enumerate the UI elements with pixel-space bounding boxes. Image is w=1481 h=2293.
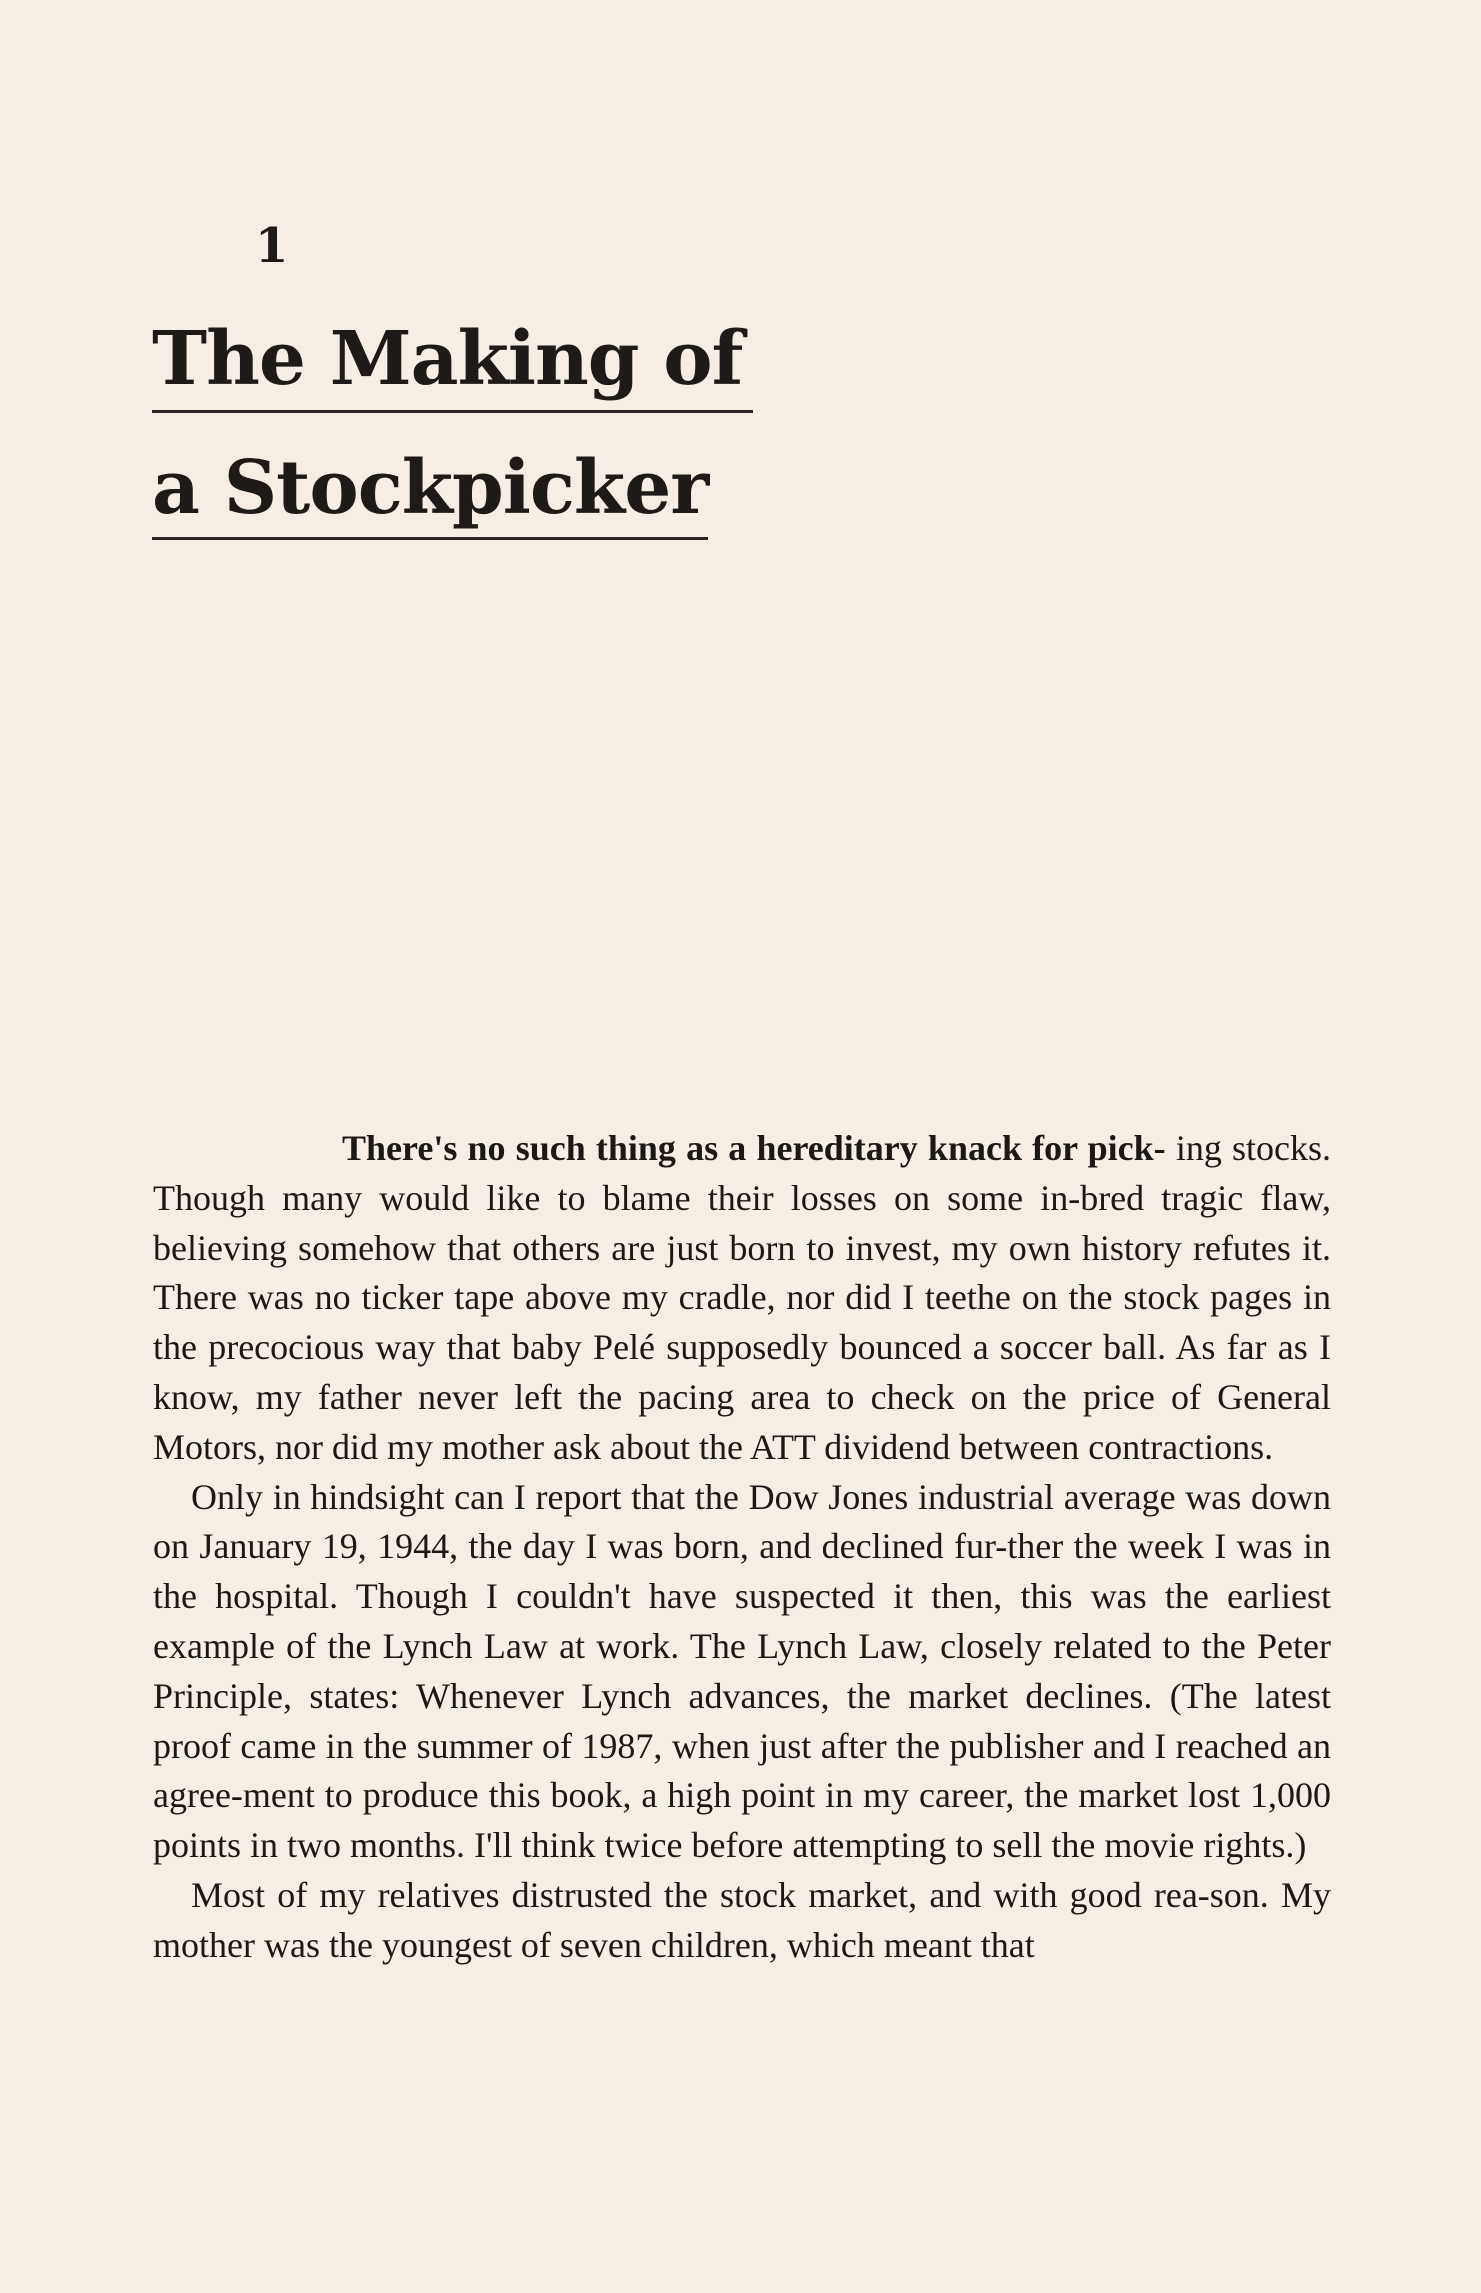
chapter-title-line-1: The Making of: [152, 322, 753, 413]
bold-lead-in: There's no such thing as a hereditary knack for pick-: [342, 1128, 1166, 1168]
body-paragraph-2: Only in hindsight can I report that the Dow Jones industrial average was down on January 19, 1944, the day I was born, and declined fur-ther the week I was in the hospital. Though I couldn't have suspected it then, this was the earliest example of the Lynch Law at work. The Lynch Law, closely related to the Peter Principle, states: Whenever Lynch advances, the market declines. (The latest proof came in the summer of 1987, when just after the publisher and I reached an agree-ment to produce this book, a high point in my career, the market lost 1,000 points in two months. I'll think twice before attempting to sell the movie rights.): [153, 1476, 1331, 1866]
chapter-number: 1: [255, 218, 289, 274]
chapter-title-line-2: a Stockpicker: [152, 451, 708, 540]
body-paragraph-1: [153, 1124, 1331, 1473]
body-paragraph-3: Most of my relatives distrusted the stock market, and with good rea-son. My mother was the youngest of seven children, which meant that: [153, 1874, 1331, 1965]
chapter-body-text: [153, 1124, 1331, 1971]
paragraph-1-text: ing stocks. Though many would like to blame their losses on some in-bred tragic flaw, believing somehow that others are just born to invest, my own history refutes it. There was no ticker tape above my cradle, nor did I teethe on the stock pages in the precocious way that baby Pelé supposedly bounced a soccer ball. As far as I know, my father never left the pacing area to check on the price of General Motors, nor did my mother ask about the ATT dividend between contractions.: [153, 1128, 1331, 1467]
chapter-title: [152, 316, 753, 540]
